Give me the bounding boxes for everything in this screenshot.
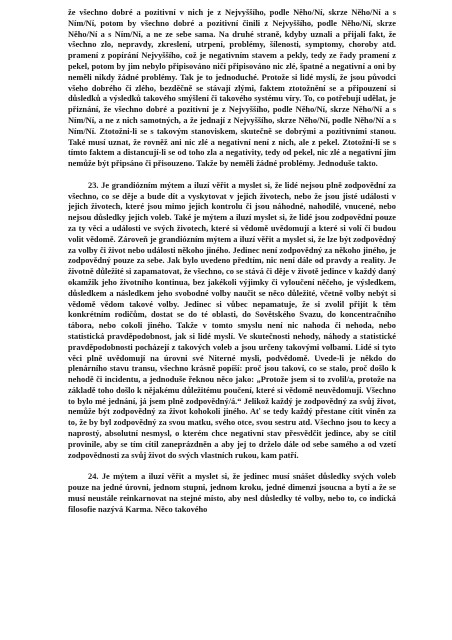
paragraph-24: 24. Je mýtem a iluzí věřit a myslet si, že jedinec musí snášet důsledky svých voleb pouze na jedné úrovni, jednom stupni, jednom kroku, jedné dimenzi jsoucna a bytí a že se musí neustále reinkarnovat na stejné místo, aby nesl důsledky té volby, nebo to, co indická filosofie nazývá Karma. Něco takového	[68, 472, 396, 514]
paragraph-spacer	[68, 170, 396, 181]
paragraph-23: 23. Je grandiózním mýtem a iluzí věřit a myslet si, že lidé nejsou plně zodpovědní za všechno, co se děje a bude dít a vyskytovat v jejich životech, nebo že jsou jisté události v jejich životech, které jsou mimo jejich kontrolu či jsou náhodné, nahodilé, vnucené, nebo nejsou důsledky jejich voleb. Také je mýtem a iluzí myslet si, že lidé jsou zodpovědní pouze za ty věci a události ve svých životech, které si vědomě uvědomují a které si volí či budou volit vědomě. Zároveň je grandiózním mýtem a iluzí věřit a myslet si, že lze být zodpovědný za volby či život nebo události někoho jiného. Jedinec není zodpovědný za někoho jiného, je zodpovědný pouze za sebe. Jak bylo uvedeno předtím, nic není dále od pravdy a reality. Je životně důležité si zapamatovat, že všechno, co se stává či děje v životě jedince v každý daný okamžik jeho životního kontinua, bez jakékoli výjimky či vyloučení něčeho, je výsledkem, důsledkem a následkem jeho svobodné volby naučit se něco důležité, včetně volby nebýt si vědomě vědom takové volby. Jedinec si vůbec nepamatuje, že si zvolil přijít k těm konkrétním rodičům, dostat se do té oblasti, do Sovětského Svazu, do koncentračního tábora, nebo cokoli jiného. Takže v tomto smyslu není nic nahoda či nehoda, nebo statistická pravděpodobnost, jak si lidé myslí. Ve skutečnosti nehody, náhody a statistické pravděpodobnosti pocházejí z takových voleb a jsou určeny takovými volbami. Lidé si tyto věci plně uvědomují na úrovni své Niterné mysli, podvědomě. Uvede-li je někdo do plenárního stavu transu, všechno krásně popíší: proč jsou takoví, co se stalo, proč došlo k nehodě či incidentu, a jednoduše řeknou něco jako: „Protože jsem si to zvolil/a, protože na základě toho došlo k nějakému důležitému poučení, které si vědomě neuvědomuji. Všechno to bylo mé jednání, já jsem plně zodpovědný/á.“ Jelikož každý je zodpovědný za svůj život, nemůže být zodpovědný za život kohokoli jiného. Ať se tedy každý přestane cítit viněn za to, že by byl zodpovědný za svou matku, svého otce, svou sestru atd. Všechno jsou to kecy a naprostý, absolutní nesmysl, o kterém chce negativní stav přesvědčit jedince, aby se cítil provinile, aby se tím cítil zaneprázdněn a aby jej to drželo dále od sebe samého a od vzetí zodpovědnosti za svůj život do svých vlastních rukou, kam patří.	[68, 180, 396, 460]
paragraph-intro: že všechno dobré a pozitivní v nich je z Nejvyššího, podle Něho/Ní, skrze Něho/Ní a s Ním/Ní, potom by všechno dobré a pozitivní činili z Nejvyššího, podle Něho/Ní, skrze Něho/Ní a s Ním/Ní, a ne ze sebe sama. Na druhé straně, kdyby uznali a přijali fakt, že všechno zlo, nepravdy, zkreslení, utrpení, problémy, šílenosti, symptomy, choroby atd. pramení z popírání Nejvyššího, což je negativním stavem a pekly, tedy ze řady pramení z pekel, potom by jim nebylo připisováno ničí připisováno nic zlé, špatné a negativní a oni by neměli nikdy žádné problémy. Tak je to jednoduché. Protože si lidé myslí, že jsou původci všeho dobrého či zlého, bezděčně se stávají zlými, faktem ztotožnění se a připouzení si důsledků a výsledků takového smýšlení či takového systému víry. To, co potřebují udělat, je přiznání, že všechno dobré a pozitivní je z Nejvyššího, podle Něho/Ní, skrze Něho/Ní a s Ním/Ní, a ne z nich samotných, a že jednají z Nejvyššího, skrze Něho/Ní, podle Něho/Ní a s Ním/Ní. Ztotožni-li se s takovým stanoviskem, skutečně se dobrými a pozitivními stanou. Také musí uznat, že rovněž ani nic zlé a negativní není z nich, ale z pekel. Ztotožní-li se s tímto faktem a distancují-li se od toho zla a negativity, tedy od pekel, nic zlé a negativní jim nemůže být připsáno či přisouzeno. Takže by neměli žádné problémy. Jednoduše takto.	[68, 8, 396, 169]
document-body	[68, 8, 396, 515]
paragraph-spacer	[68, 461, 396, 472]
